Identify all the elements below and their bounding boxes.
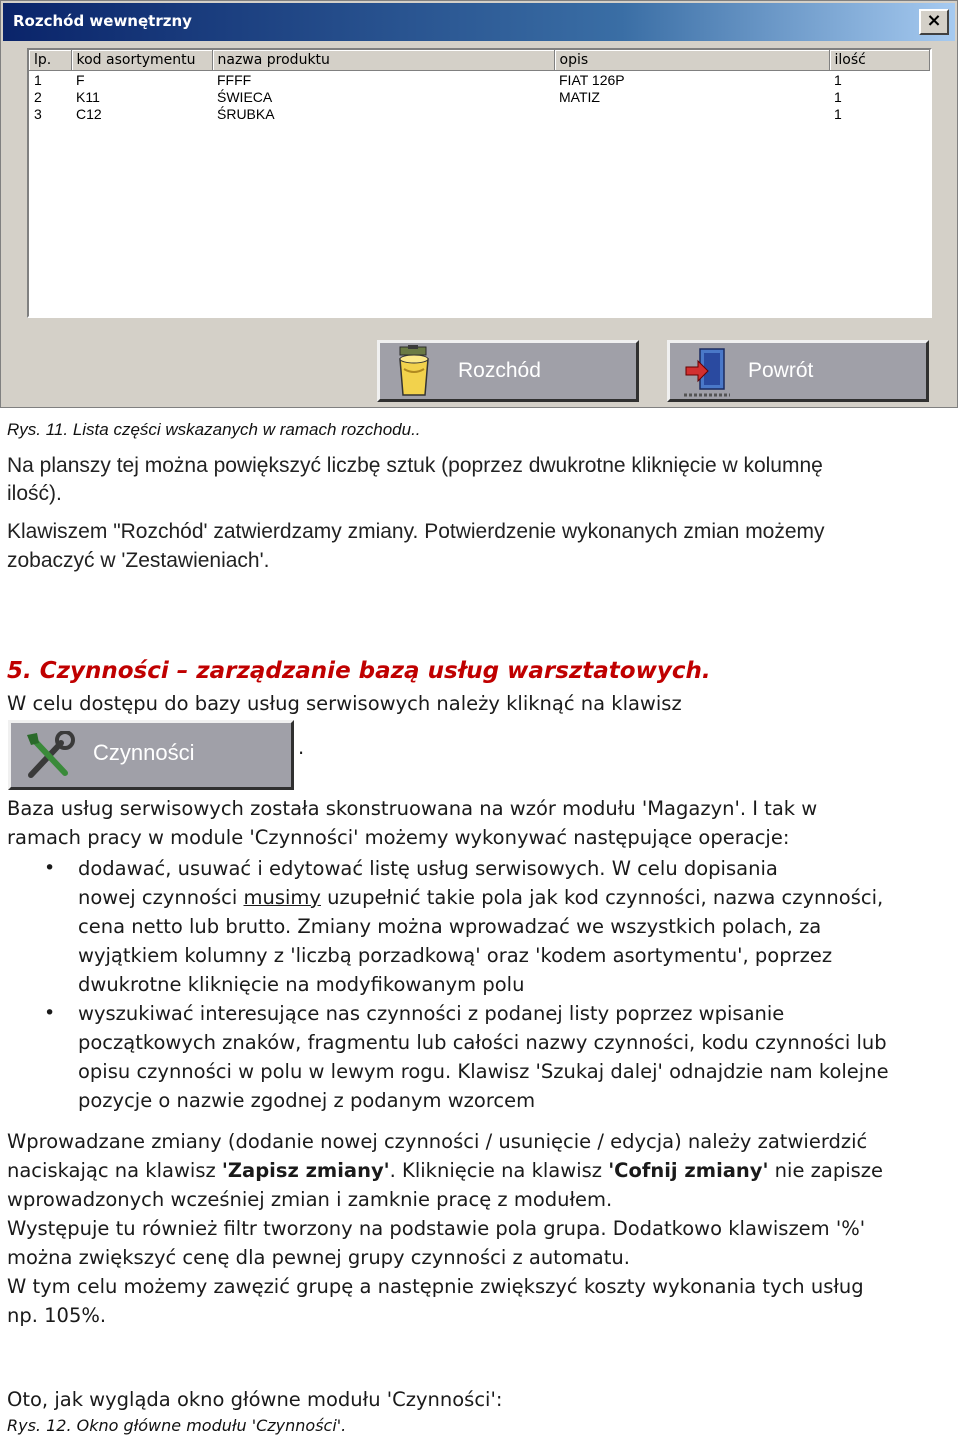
text-span: nie zapisze (768, 1159, 884, 1182)
cell-ilosc[interactable]: 1 (834, 71, 842, 88)
close-button[interactable]: × (919, 9, 949, 35)
window-titlebar[interactable] (3, 3, 955, 41)
bullet-marker: • (44, 857, 56, 879)
rozchod-window (0, 0, 958, 408)
cell-ilosc[interactable]: 1 (834, 88, 842, 105)
bold-text: 'Zapisz zmiany' (221, 1159, 390, 1182)
paragraph-line: zobaczyć w 'Zestawieniach'. (7, 549, 270, 572)
column-header-opis[interactable]: opis (554, 50, 829, 71)
paragraph-line: Występuje tu również filtr tworzony na podstawie pola grupa. Dodatkowo klawiszem '%' (7, 1217, 866, 1240)
cell-lp[interactable]: 2 (34, 88, 42, 105)
cell-kod[interactable]: C12 (76, 105, 102, 122)
table-row[interactable] (29, 88, 930, 105)
cell-kod[interactable]: F (76, 71, 85, 88)
underlined-text: musimy (243, 886, 321, 909)
figure-caption: Rys. 12. Okno główne modułu 'Czynności'. (7, 1416, 347, 1435)
exit-door-icon (684, 345, 732, 403)
table-row[interactable] (29, 105, 930, 122)
paragraph-line: Wprowadzane zmiany (dodanie nowej czynności / usunięcie / edycja) należy zatwierdzić (7, 1130, 868, 1153)
paragraph-line: wprowadzonych wcześniej zmian i zamknie pracę z modułem. (7, 1188, 613, 1211)
text-span: . Kliknięcie na klawisz (389, 1159, 609, 1182)
paragraph-line: np. 105%. (7, 1304, 107, 1327)
cell-opis[interactable]: FIAT 126P (559, 71, 625, 88)
sentence-period: . (298, 736, 305, 759)
bullet-line: opisu czynności w polu w lewym rogu. Klawisz 'Szukaj dalej' odnajdzie nam kolejne (78, 1060, 889, 1083)
bullet-line: dwukrotne kliknięcie na modyfikowanym polu (78, 973, 525, 996)
text-span: nowej czynności (78, 886, 244, 909)
figure-caption: Rys. 11. Lista części wskazanych w ramach rozchodu.. (7, 420, 421, 439)
paragraph-line: można zwiększyć cenę dla pewnej grupy czynności z automatu. (7, 1246, 630, 1269)
cell-lp[interactable]: 3 (34, 105, 42, 122)
bullet-line: pozycje o nazwie zgodnej z podanym wzorcem (78, 1089, 536, 1112)
paint-bucket-icon (394, 345, 436, 403)
cell-nazwa[interactable]: ŚWIECA (217, 88, 273, 105)
czynnosci-button[interactable] (8, 720, 294, 790)
bullet-line: wyjątkiem kolumny z 'liczbą porzadkową' oraz 'kodem asortymentu', poprzez (78, 944, 833, 967)
paragraph-line: W tym celu możemy zawęzić grupę a następnie zwiększyć koszty wykonania tych usług (7, 1275, 864, 1298)
cell-nazwa[interactable]: FFFF (217, 71, 252, 88)
paragraph-line: Klawiszem "Rozchód' zatwierdzamy zmiany. Potwierdzenie wykonanych zmian możemy (7, 520, 825, 543)
items-grid[interactable] (27, 48, 932, 318)
bullet-line: cena netto lub brutto. Zmiany można wprowadzać we wszystkich polach, za (78, 915, 822, 938)
grid-header-row (29, 50, 930, 71)
bullet-marker: • (44, 1002, 56, 1024)
paragraph-line: ilość). (7, 482, 62, 505)
paragraph-line: Na planszy tej można powiększyć liczbę sztuk (poprzez dwukrotne kliknięcie w kolumnę (7, 454, 823, 477)
table-row[interactable] (29, 71, 930, 89)
wrench-icon (25, 731, 77, 785)
paragraph-line: Baza usług serwisowych została skonstruowana na wzór modułu 'Magazyn'. I tak w (7, 797, 818, 820)
paragraph-line: W celu dostępu do bazy usług serwisowych należy kliknąć na klawisz (7, 692, 682, 715)
paragraph-line: Oto, jak wygląda okno główne modułu 'Czynności': (7, 1388, 503, 1411)
rozchod-button[interactable] (377, 340, 639, 402)
column-header-nazwa[interactable]: nazwa produktu (212, 50, 554, 71)
paragraph-line (7, 1159, 883, 1182)
bullet-line (78, 886, 883, 909)
bullet-line: początkowych znaków, fragmentu lub całości nazwy czynności, kodu czynności lub (78, 1031, 887, 1054)
cell-ilosc[interactable]: 1 (834, 105, 842, 122)
cell-opis[interactable] (554, 105, 829, 122)
powrot-button[interactable] (667, 340, 929, 402)
window-title: Rozchód wewnętrzny (13, 12, 192, 30)
column-header-ilosc[interactable]: ilość (829, 50, 930, 71)
text-span: uzupełnić takie pola jak kod czynności, nazwa czynności, (320, 886, 884, 909)
bullet-line: dodawać, usuwać i edytować listę usług serwisowych. W celu dopisania (78, 857, 778, 880)
cell-lp[interactable]: 1 (34, 71, 42, 88)
cell-kod[interactable]: K11 (76, 88, 100, 105)
bullet-line: wyszukiwać interesujące nas czynności z podanej listy poprzez wpisanie (78, 1002, 785, 1025)
column-header-lp[interactable]: lp. (29, 50, 71, 71)
section-heading: 5. Czynności – zarządzanie bazą usług warsztatowych. (7, 658, 711, 684)
paragraph-line: ramach pracy w module 'Czynności' możemy wykonywać następujące operacje: (7, 826, 790, 849)
rozchod-button-label: Rozchód (458, 359, 541, 382)
text-span: naciskając na klawisz (7, 1159, 222, 1182)
column-header-kod[interactable]: kod asortymentu (71, 50, 212, 71)
czynnosci-button-label: Czynności (93, 740, 195, 765)
cell-nazwa[interactable]: ŚRUBKA (217, 105, 275, 122)
powrot-button-label: Powrót (748, 359, 814, 382)
cell-opis[interactable]: MATIZ (559, 88, 600, 105)
bold-text: 'Cofnij zmiany' (608, 1159, 769, 1182)
